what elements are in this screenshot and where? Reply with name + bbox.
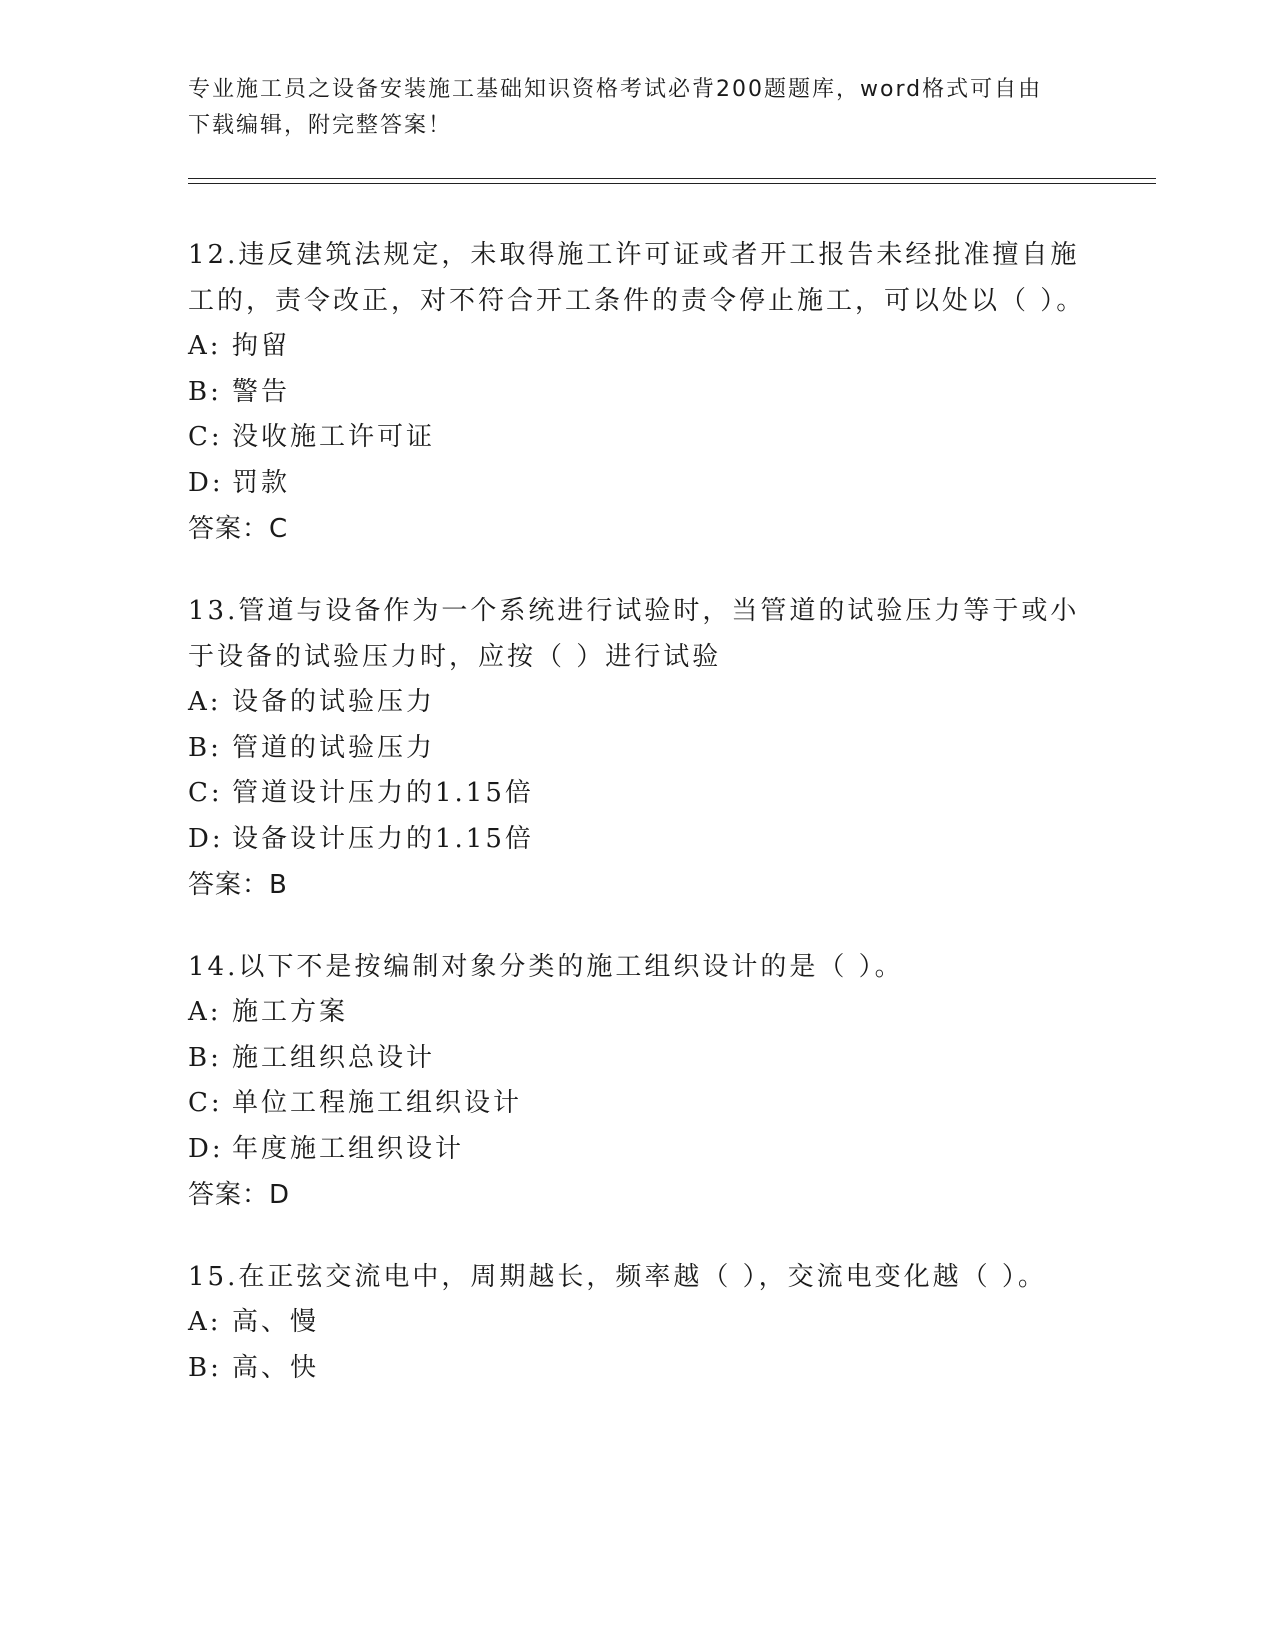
option-a [188,680,1088,726]
option-c [188,1081,1088,1127]
option-a [188,990,1088,1036]
header-line-1: 专业施工员之设备安装施工基础知识资格考试必背200题题库，word格式可自由 [188,77,1043,102]
option-b [188,1036,1088,1082]
question-list [188,232,1088,1427]
answer-line: 答案：D [188,1180,291,1210]
header-line-2: 下载编辑，附完整答案！ [188,113,453,138]
option-text: 施工组织总设计 [232,1042,436,1073]
question-text: 13.管道与设备作为一个系统进行试验时，当管道的试验压力等于或小于设备的试验压力时，应按（ ）进行试验 [188,596,1080,672]
option-letter: A: [188,331,222,361]
option-text: 管道设计压力的1.15倍 [232,778,534,808]
question-12 [188,232,1088,552]
question-text: 12.违反建筑法规定，未取得施工许可证或者开工报告未经批准擅自施工的，责令改正，对不符合开工条件的责令停止施工，可以处以（ ）。 [188,240,1086,316]
option-c [188,415,1088,461]
option-text: 设备设计压力的1.15倍 [232,823,534,854]
option-letter: B: [188,732,222,763]
option-letter: A: [188,687,222,717]
option-c [188,771,1088,817]
option-letter: C: [188,778,223,808]
question-14 [188,944,1088,1218]
option-letter: D: [188,467,224,498]
option-text: 单位工程施工组织设计 [232,1088,523,1118]
option-text: 施工方案 [232,997,349,1027]
option-text: 拘留 [232,331,291,361]
option-letter: C: [188,422,223,452]
option-text: 高、快 [232,1352,320,1383]
option-letter: A: [188,997,222,1027]
option-text: 警告 [232,376,291,407]
answer-line: 答案：B [188,870,288,900]
option-text: 罚款 [232,467,291,498]
option-text: 没收施工许可证 [232,422,436,452]
option-d [188,817,1088,863]
option-text: 管道的试验压力 [232,732,436,763]
option-text: 设备的试验压力 [232,687,436,717]
answer-line: 答案：C [188,514,289,544]
option-b [188,1346,1088,1392]
option-d [188,1127,1088,1173]
option-letter: B: [188,376,222,407]
option-letter: D: [188,823,224,854]
option-b [188,370,1088,416]
question-text: 15.在正弦交流电中，周期越长，频率越（ ），交流电变化越（ ）。 [188,1262,1047,1292]
option-letter: C: [188,1088,223,1118]
option-letter: D: [188,1133,224,1164]
option-letter: B: [188,1352,222,1383]
option-a [188,1300,1088,1346]
header-divider-bottom [188,183,1156,184]
document-header [188,72,1088,144]
option-b [188,726,1088,772]
question-13 [188,588,1088,908]
header-divider-top [188,178,1156,179]
question-text: 14.以下不是按编制对象分类的施工组织设计的是（ ）。 [188,952,904,982]
option-letter: B: [188,1042,222,1073]
option-text: 年度施工组织设计 [232,1133,465,1164]
question-15 [188,1254,1088,1391]
option-d [188,461,1088,507]
option-text: 高、慢 [232,1307,320,1337]
option-letter: A: [188,1307,222,1337]
option-a [188,324,1088,370]
